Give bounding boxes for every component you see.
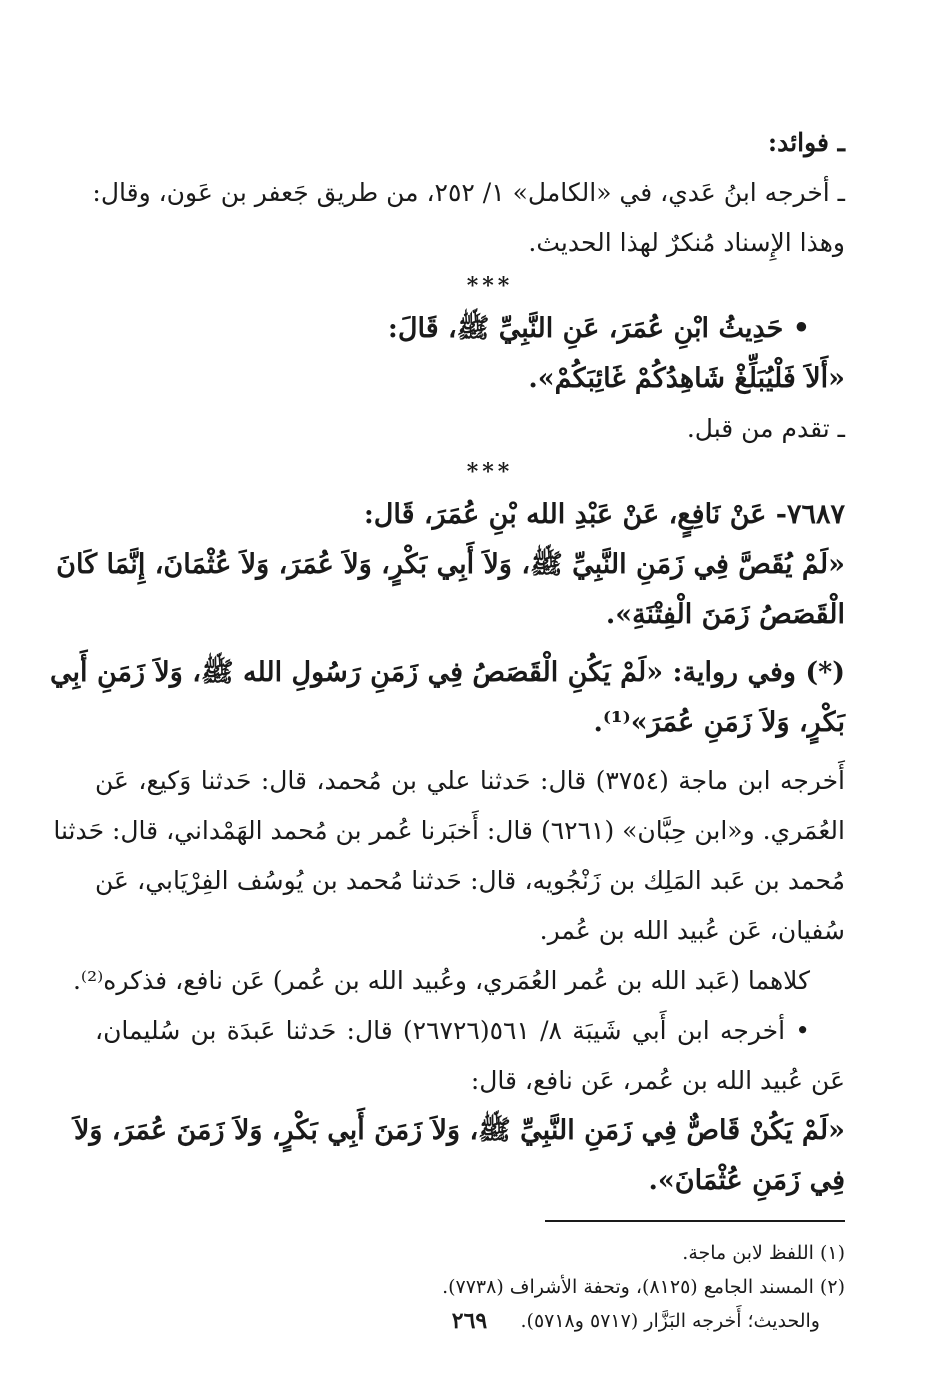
section-heading: ـ فوائد: bbox=[767, 128, 845, 157]
hadith-variant: (*) وفي رواية: «لَمْ يَكُنِ الْقَصَصُ فِي زَمَنِ رَسُولِ الله ﷺ، وَلاَ زَمَنِ أَبِي bbox=[50, 657, 845, 688]
text-line: أَخرجه ابن ماجة (٣٧٥٤) قال: حَدثنا علي بن مُحمد، قال: حَدثنا وَكيع، عَن bbox=[95, 766, 845, 795]
text-line: ـ تقدم من قبل. bbox=[686, 414, 845, 443]
page-number: ٢٦٩ bbox=[451, 1308, 488, 1334]
text-line: مُحمد بن عَبد المَلِك بن زَنْجُويه، قال: حَدثنا مُحمد بن يُوسُف الفِرْيَابي، عَن bbox=[95, 866, 845, 895]
text-line: وهذا الإِسناد مُنكرٌ لهذا الحديث. bbox=[528, 228, 845, 257]
text-line: عَن عُبيد الله بن عُمر، عَن نافع، قال: bbox=[470, 1066, 845, 1095]
section-divider: *** bbox=[466, 459, 514, 485]
footnote-1: (١) اللفظ لابن ماجة. bbox=[682, 1242, 845, 1264]
hadith-text: «لَمْ يَكُنْ قَاصٌّ فِي زَمَنِ النَّبِيِّ ﷺ، وَلاَ زَمَنَ أَبِي بَكْرٍ، وَلاَ زَمَنَ عُمَرَ، وَلاَ bbox=[73, 1115, 845, 1146]
footnote-2: (٢) المسند الجامع (٨١٢٥)، وتحفة الأشراف (٧٧٣٨). bbox=[442, 1276, 845, 1298]
hadith-text: «أَلاَ فَلْيُبَلِّغْ شَاهِدُكُمْ غَائِبَكُمْ». bbox=[528, 363, 845, 394]
text-line: العُمَري. و«ابن حِبَّان» (٦٢٦١) قال: أَخبَرنا عُمر بن مُحمد الهَمْداني، قال: حَدثنا bbox=[53, 816, 845, 845]
footnote-separator bbox=[545, 1220, 845, 1222]
page-body bbox=[50, 118, 845, 1338]
text-line: سُفيان، عَن عُبيد الله بن عُمر. bbox=[539, 916, 845, 945]
hadith-text: «لَمْ يُقَصَّ فِي زَمَنِ النَّبِيِّ ﷺ، وَلاَ أَبِي بَكْرٍ، وَلاَ عُمَرَ، وَلاَ عُثْمَانَ، إِنَّمَا كَانَ bbox=[56, 549, 845, 580]
hadith-text: فِي زَمَنِ عُثْمَانَ». bbox=[648, 1165, 845, 1196]
hadith-text: الْقَصَصُ زَمَنَ الْفِتْنَةِ». bbox=[605, 599, 845, 630]
text-line: ـ أخرجه ابنُ عَدي، في «الكامل» ١/ ٢٥٢، من طريق جَعفر بن عَون، وقال: bbox=[92, 178, 845, 207]
text-line: • أخرجه ابن أَبي شَيبَة ٨/ ٥٦١(٢٦٧٢٦) قال: حَدثنا عَبدَة بن سُليمان، bbox=[95, 1016, 810, 1045]
text-line: كلاهما (عَبد الله بن عُمر العُمَري، وعُبيد الله بن عُمر) عَن نافع، فذكره⁽²⁾. bbox=[72, 966, 810, 995]
section-divider: *** bbox=[466, 273, 514, 299]
footnote-2-continued: والحديث؛ أَخرجه البَزَّار (٥٧١٧ و٥٧١٨). bbox=[520, 1310, 820, 1332]
hadith-title: • حَدِيثُ ابْنِ عُمَرَ، عَنِ النَّبِيِّ ﷺ، قَالَ: bbox=[387, 313, 810, 344]
hadith-variant: بَكْرٍ، وَلاَ زَمَنِ عُمَرَ»⁽¹⁾. bbox=[593, 707, 845, 738]
hadith-number-line: ٧٦٨٧- عَنْ نَافِعٍ، عَنْ عَبْدِ الله بْنِ عُمَرَ، قَال: bbox=[363, 499, 845, 530]
